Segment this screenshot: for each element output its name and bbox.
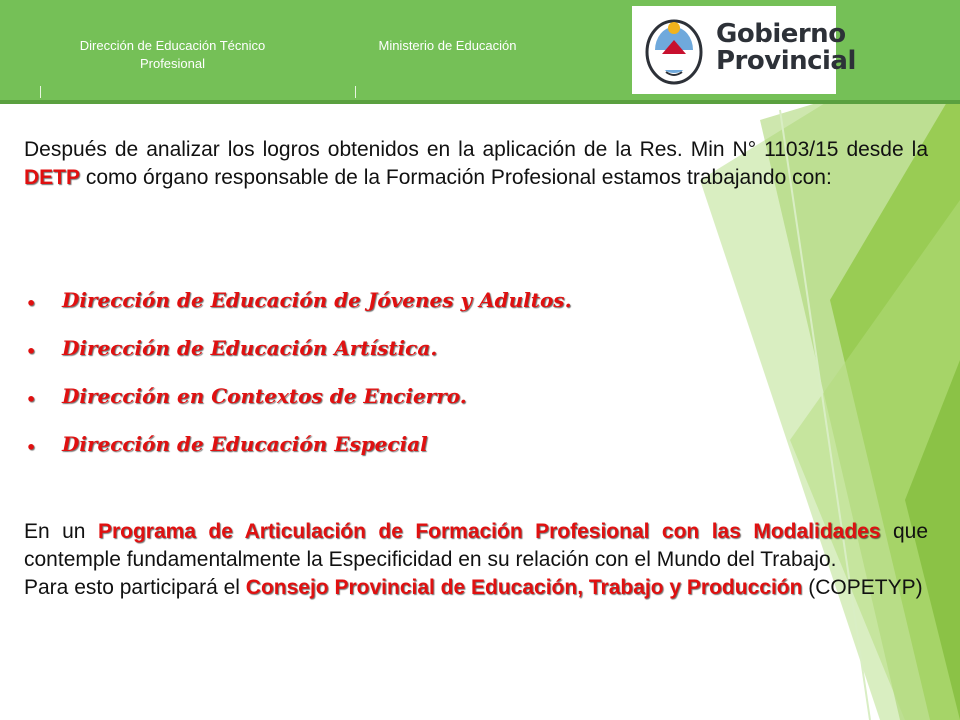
council-paragraph — [24, 574, 928, 602]
logo-line-2: Provincial — [716, 46, 856, 76]
directorates-list — [24, 286, 572, 478]
intro-paragraph — [24, 136, 928, 192]
program-paragraph — [24, 518, 928, 574]
header-divider — [355, 86, 356, 98]
list-item — [24, 334, 572, 382]
header-bar — [0, 0, 960, 104]
header-left-title: Dirección de Educación Técnico Profesional — [79, 38, 266, 71]
council-text-after: (COPETYP) — [802, 576, 923, 599]
intro-text-before: Después de analizar los logros obtenidos en la aplicación de la Res. Min N° 1103/15 desde la — [24, 138, 928, 161]
detp-highlight: DETP — [24, 166, 81, 189]
bullet-icon: • — [26, 294, 37, 313]
list-item — [24, 286, 572, 334]
list-item — [24, 382, 572, 430]
program-section — [24, 518, 928, 602]
list-item-label: Dirección de Educación Especial — [62, 432, 428, 456]
header-right-title: Ministerio de Educación — [378, 38, 517, 53]
bullet-icon: • — [26, 390, 37, 409]
list-item-label: Dirección en Contextos de Encierro. — [62, 384, 467, 408]
header-divider — [40, 86, 41, 98]
bullet-icon: • — [26, 438, 37, 457]
list-item — [24, 430, 572, 478]
list-item-label: Dirección de Educación de Jóvenes y Adultos. — [62, 288, 572, 312]
list-item-label: Dirección de Educación Artística. — [62, 336, 438, 360]
program-text-after: que contemple fundamentalmente la Especificidad en su relación con el Mundo del Trabajo. — [24, 520, 929, 571]
bullet-icon: • — [26, 342, 37, 361]
council-text-before: Para esto participará el — [24, 576, 246, 599]
corrientes-emblem-icon — [644, 14, 704, 86]
gobierno-provincial-logo — [632, 6, 856, 94]
logo-wordmark — [716, 21, 856, 75]
program-highlight: Programa de Articulación de Formación Profesional con las Modalidades — [97, 520, 881, 543]
council-highlight: Consejo Provincial de Educación, Trabajo y Producción — [245, 576, 803, 599]
logo-line-1: Gobierno — [716, 19, 846, 49]
intro-text-after: como órgano responsable de la Formación Profesional estamos trabajando con: — [80, 166, 832, 189]
program-text-before: En un — [24, 520, 98, 543]
